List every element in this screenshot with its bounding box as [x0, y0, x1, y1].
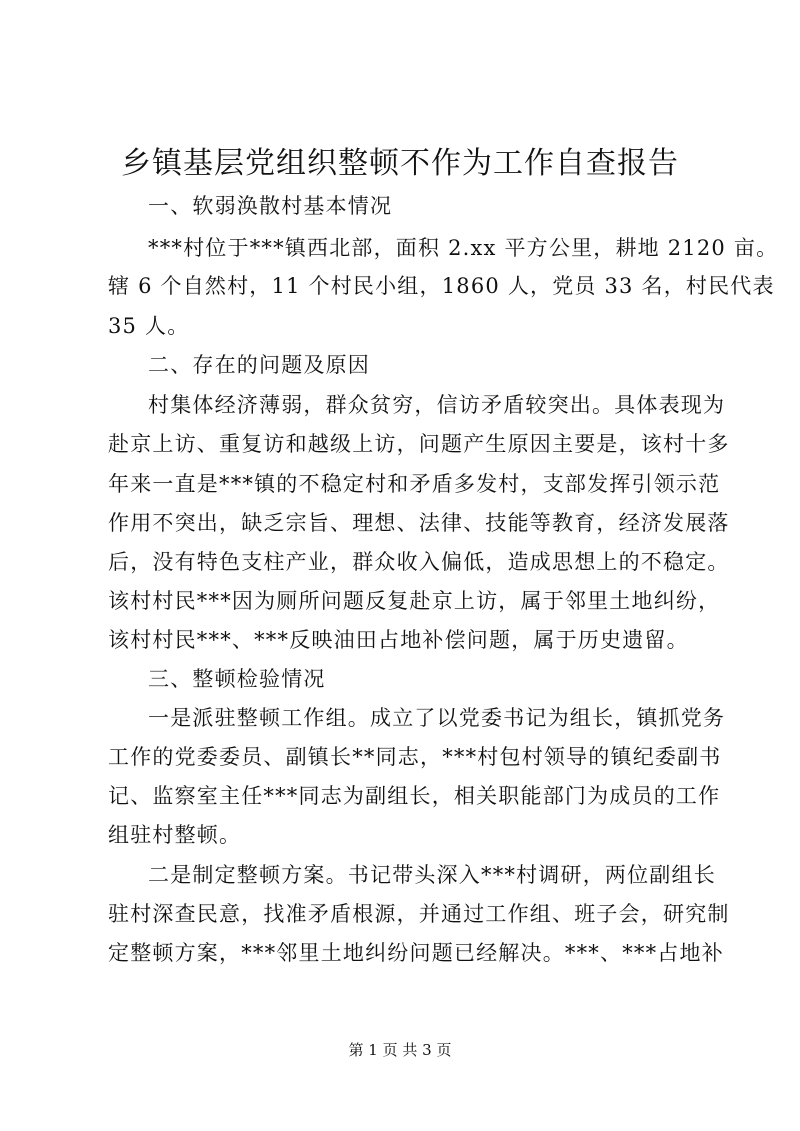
paragraph-line: 赴京上访、重复访和越级上访，问题产生原因主要是，该村十多: [108, 432, 730, 456]
paragraph-line: 一是派驻整顿工作组。成立了以党委书记为组长，镇抓党务: [148, 706, 726, 730]
paragraph-line: 定整顿方案，***邻里土地纠纷问题已经解决。***、***占地补: [108, 941, 724, 965]
section-heading: 三、整顿检验情况: [148, 667, 326, 691]
paragraph-line: 二是制定整顿方案。书记带头深入***村调研，两位副组长: [148, 863, 716, 887]
paragraph-line: 作用不突出，缺乏宗旨、理想、法律、技能等教育，经济发展落: [108, 511, 730, 535]
paragraph-line: 35 人。: [108, 314, 190, 338]
paragraph-line: 村集体经济薄弱，群众贫穷，信访矛盾较突出。具体表现为: [148, 393, 726, 417]
paragraph-line: 工作的党委委员、副镇长**同志，***村包村领导的镇纪委副书: [108, 745, 722, 769]
page-footer: 第 1 页 共 3 页: [348, 1041, 452, 1059]
section-heading: 二、存在的问题及原因: [148, 353, 370, 377]
paragraph-line: 该村村民***因为厕所问题反复赴京上访，属于邻里土地纠纷，: [108, 589, 721, 613]
paragraph-line: 记、监察室主任***同志为副组长，相关职能部门为成员的工作: [108, 784, 721, 808]
paragraph-line: 后，没有特色支柱产业，群众收入偏低，造成思想上的不稳定。: [108, 550, 730, 574]
paragraph-line: 驻村深查民意，找准矛盾根源，并通过工作组、班子会，研究制: [108, 902, 730, 926]
document-title: 乡镇基层党组织整顿不作为工作自查报告: [121, 146, 679, 181]
paragraph-line: 组驻村整顿。: [108, 823, 242, 847]
paragraph-line: 年来一直是***镇的不稳定村和矛盾多发村，支部发挥引领示范: [108, 472, 721, 496]
section-heading: 一、软弱涣散村基本情况: [148, 194, 393, 218]
paragraph-line: 辖 6 个自然村，11 个村民小组，1860 人，党员 33 名，村民代表: [108, 274, 775, 298]
paragraph-line: 该村村民***、***反映油田占地补偿问题，属于历史遗留。: [108, 628, 689, 652]
paragraph-line: ***村位于***镇西北部，面积 2.xx 平方公里，耕地 2120 亩。: [148, 236, 779, 260]
